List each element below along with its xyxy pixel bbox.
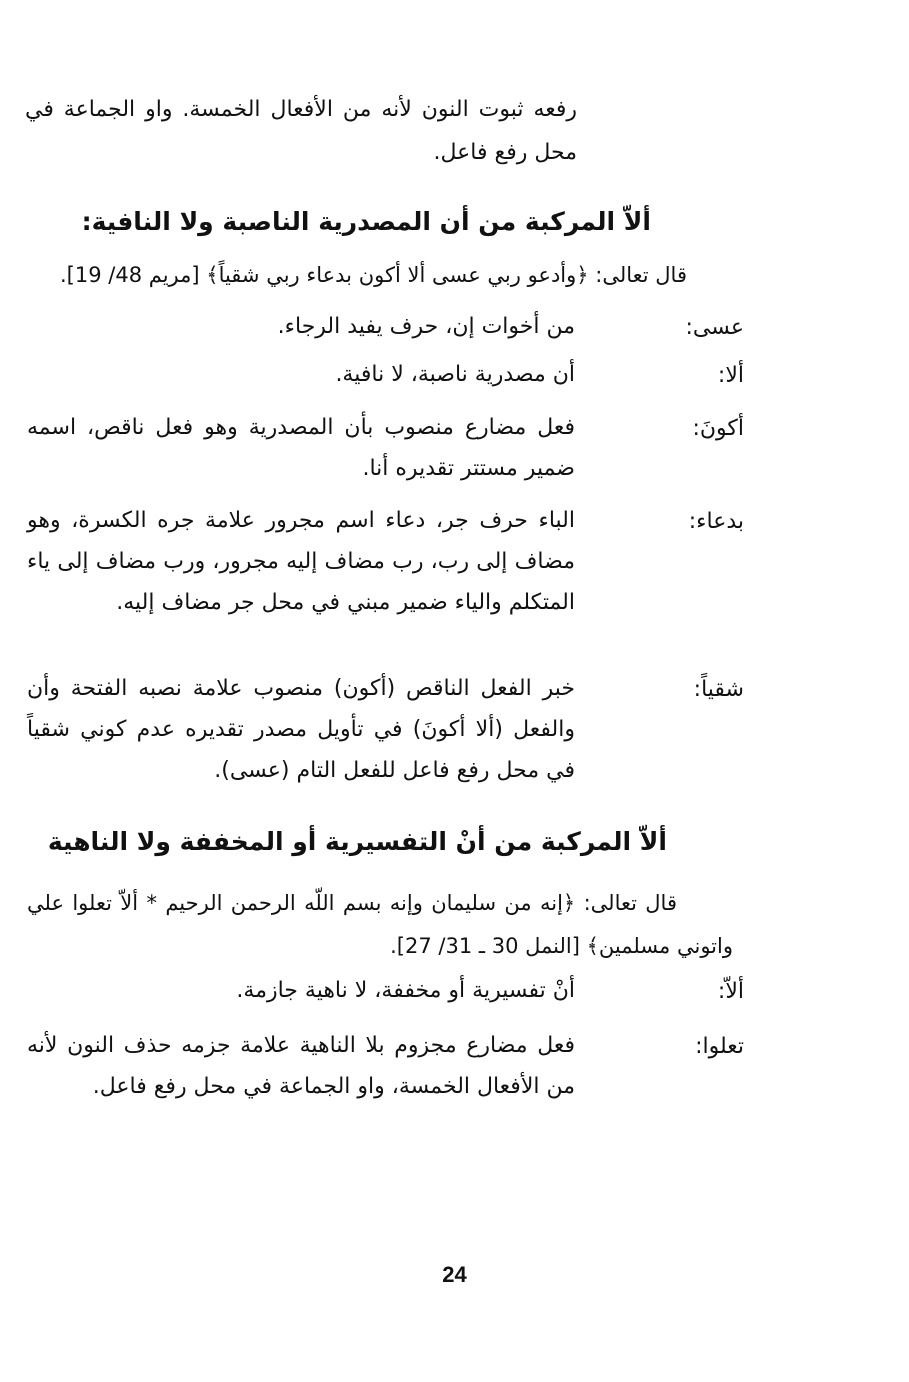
entry-term-alla-2: ألاّ:	[717, 979, 744, 1004]
entry-term-bidua: بدعاء:	[688, 509, 744, 534]
entry-term-talu: تعلوا:	[695, 1034, 744, 1059]
entry-term-akuna: أكونَ:	[692, 416, 744, 441]
section2-heading: ألاّ المركبة من أنْ التفسيرية أو المخففة ولا الناهية	[47, 827, 667, 856]
entry-term-alla: ألا:	[717, 363, 744, 388]
section2-quote: قال تعالى: ﴿إنه من سليمان وإنه بسم اللّه الرحمن الرحيم * ألاّ تعلوا علي واتوني مسلمين﴾ [النمل 30 ـ 31/ 27].	[27, 891, 733, 958]
entry-term-asa: عسى:	[685, 315, 744, 340]
section1-heading: ألاّ المركبة من أن المصدرية الناصبة ولا النافية:	[81, 207, 651, 236]
page-number: 24	[442, 1262, 467, 1287]
opening-paragraph: رفعه ثبوت النون لأنه من الأفعال الخمسة. واو الجماعة في محل رفع فاعل.	[25, 97, 577, 165]
entry-definition-asa: من أخوات إن، حرف يفيد الرجاء.	[277, 314, 575, 339]
entry-definition-alla-2: أنْ تفسيرية أو مخففة، لا ناهية جازمة.	[236, 978, 575, 1003]
section1-quote: قال تعالى: ﴿وأدعو ربي عسى ألا أكون بدعاء ربي شقياً﴾ [مريم 48/ 19].	[59, 263, 687, 287]
entry-term-shaqiyyan: شقياً:	[693, 677, 744, 702]
entry-definition-shaqiyyan: خبر الفعل الناقص (أكون) منصوب علامة نصبه الفتحة وأن والفعل (ألا أكونَ) في تأويل مصدر تقديره عدم كوني شقياً في محل رفع فاعل للفعل التام (عسى).	[27, 676, 575, 783]
entry-definition-bidua: الباء حرف جر، دعاء اسم مجرور علامة جره الكسرة، وهو مضاف إلى رب، رب مضاف إليه مجرور، ورب مضاف إلى ياء المتكلم والياء ضمير مبني في محل جر مضاف إليه.	[27, 508, 575, 615]
entry-definition-talu: فعل مضارع مجزوم بلا الناهية علامة جزمه حذف النون لأنه من الأفعال الخمسة، واو الجماعة في محل رفع فاعل.	[27, 1033, 575, 1099]
entry-definition-akuna: فعل مضارع منصوب بأن المصدرية وهو فعل ناقص، اسمه ضمير مستتر تقديره أنا.	[27, 415, 575, 481]
entry-definition-alla: أن مصدرية ناصبة، لا نافية.	[335, 362, 575, 387]
